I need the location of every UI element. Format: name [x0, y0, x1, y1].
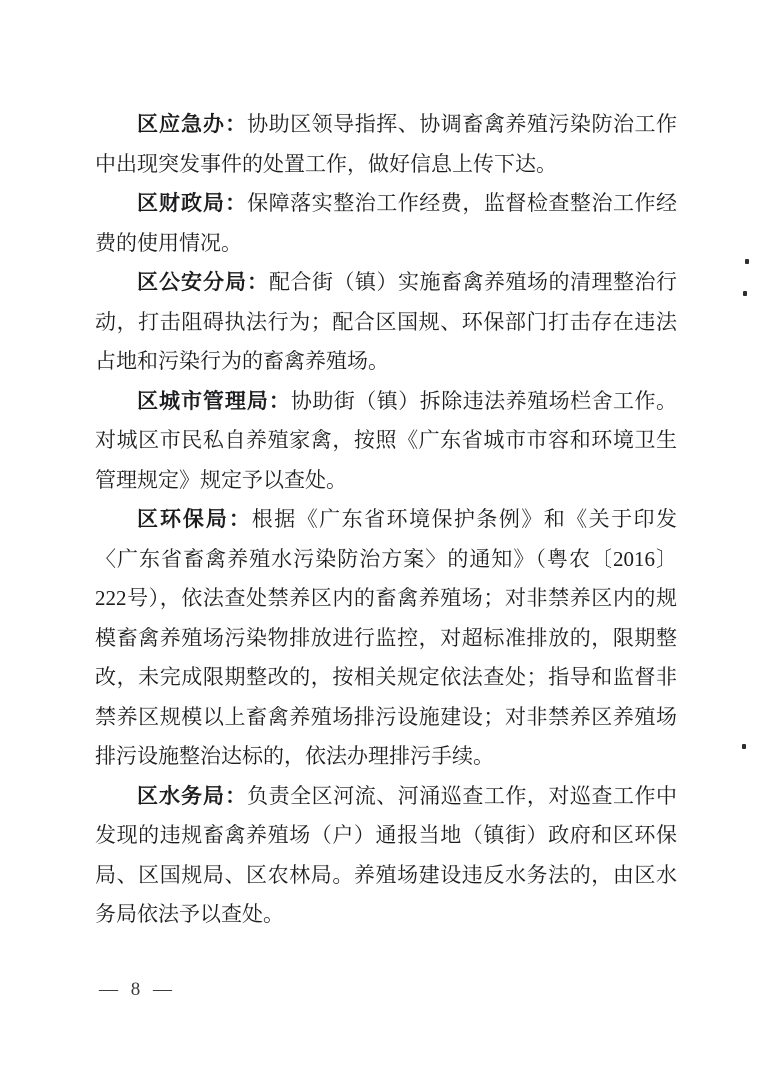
- department-label: 区水务局：: [137, 783, 248, 808]
- paragraph: [95, 263, 677, 382]
- paragraph: [95, 500, 677, 777]
- department-label: 区应急办：: [137, 112, 248, 136]
- paragraph: [95, 382, 677, 501]
- paragraph-text: 负责全区河流、河涌巡查工作，对巡查工作中发现的违规畜禽养殖场（户）通报当地（镇街）政府和区环保局、区国规局、区农林局。养殖场建设违反水务法的，由区水务局依法予以查处。: [95, 783, 678, 926]
- scan-speck: [745, 259, 749, 264]
- paragraph-text: 协助街（镇）拆除违法养殖场栏舍工作。对城区市民私自养殖家禽，按照《广东省城市市容和环境卫生管理规定》规定予以查处。: [95, 388, 678, 492]
- paragraph-text: 根据《广东省环境保护条例》和《关于印发〈广东省畜禽养殖水污染防治方案〉的通知》（粤农〔2016〕222号），依法查处禁养区内的畜禽养殖场；对非禁养区内的规模畜禽养殖场污染物排放进行监控，对超标准排放的，限期整改，未完成限期整改的，按相关规定依法查处；指导和监督非禁养区规模以上畜禽养殖场排污设施建设；对非禁养区养殖场排污设施整治达标的，依法办理排污手续。: [95, 507, 678, 768]
- paragraph: [95, 184, 677, 263]
- paragraph-text: 保障落实整治工作经费，监督检查整治工作经费的使用情况。: [95, 191, 678, 255]
- document-body: [95, 105, 677, 935]
- department-label: 区环保局：: [137, 507, 252, 531]
- department-label: 区财政局：: [137, 191, 248, 215]
- paragraph-text: 配合街（镇）实施畜禽养殖场的清理整治行动，打击阻碍执法行为；配合区国规、环保部门打击存在违法占地和污染行为的畜禽养殖场。: [95, 270, 677, 373]
- scan-speck: [742, 744, 746, 749]
- paragraph: [95, 777, 677, 935]
- page-footer: [99, 979, 176, 1001]
- department-label: 区城市管理局：: [137, 388, 291, 413]
- paragraph-text: 协助区领导指挥、协调畜禽养殖污染防治工作中出现突发事件的处置工作，做好信息上传下达。: [95, 112, 678, 176]
- department-label: 区公安分局：: [137, 270, 269, 294]
- paragraph: [95, 105, 677, 184]
- scan-speck: [743, 291, 747, 296]
- page-number: — 8 —: [99, 979, 176, 1000]
